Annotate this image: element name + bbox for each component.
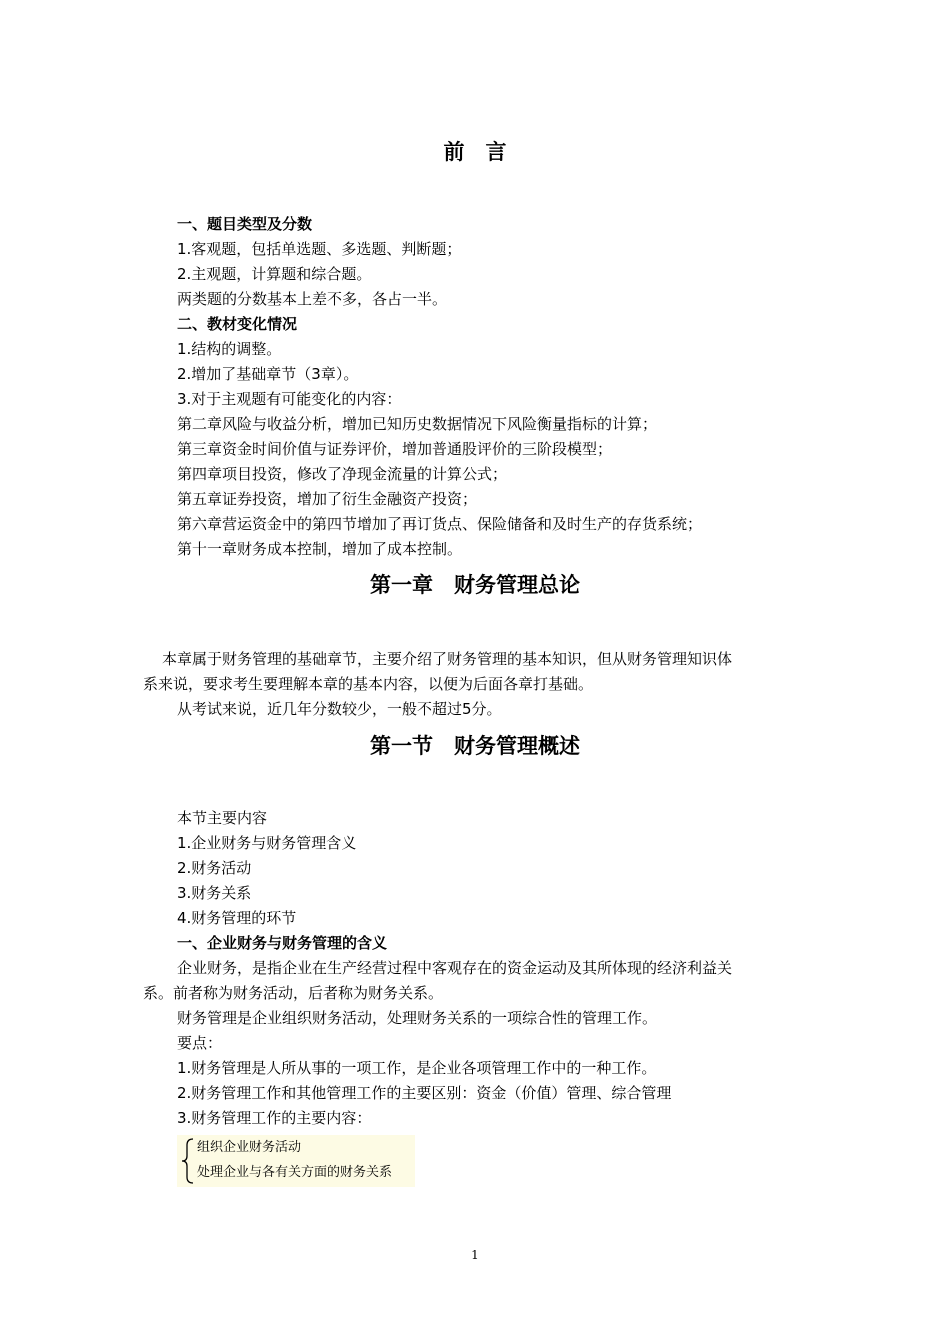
preface-item: 2.主观题，计算题和综合题。 bbox=[177, 265, 372, 283]
chapter-title: 第一章 财务管理总论 bbox=[370, 572, 580, 597]
curly-brace-icon bbox=[177, 1135, 197, 1187]
preface-item: 第六章营运资金中的第四节增加了再订货点、保险储备和及时生产的存货系统； bbox=[177, 515, 703, 533]
section-title: 第一节 财务管理概述 bbox=[370, 733, 580, 758]
definition-text: 财务管理是企业组织财务活动，处理财务关系的一项综合性的管理工作。 bbox=[177, 1009, 658, 1027]
preface-item: 3.对于主观题有可能变化的内容： bbox=[177, 390, 402, 408]
chapter-intro: 本章属于财务管理的基础章节，主要介绍了财务管理的基本知识，但从财务管理知识体 bbox=[162, 650, 733, 668]
preface-item: 第二章风险与收益分析，增加已知历史数据情况下风险衡量指标的计算； bbox=[177, 415, 658, 433]
section-contents-item: 3.财务关系 bbox=[177, 884, 252, 902]
preface-heading-textbook-changes: 二、教材变化情况 bbox=[177, 315, 298, 333]
preface-item: 第十一章财务成本控制，增加了成本控制。 bbox=[177, 540, 463, 558]
preface-title: 前 言 bbox=[443, 139, 507, 164]
chapter-intro: 系来说，要求考生要理解本章的基本内容，以便为后面各章打基础。 bbox=[143, 675, 594, 693]
preface-item: 2.增加了基础章节（3章）。 bbox=[177, 365, 359, 383]
preface-heading-question-types: 一、题目类型及分数 bbox=[177, 215, 313, 233]
section-contents-item: 4.财务管理的环节 bbox=[177, 909, 297, 927]
page-number: 1 bbox=[471, 1248, 479, 1262]
preface-item: 第三章资金时间价值与证券评价，增加普通股评价的三阶段模型； bbox=[177, 440, 613, 458]
preface-item: 两类题的分数基本上差不多，各占一半。 bbox=[177, 290, 448, 308]
preface-item: 第五章证券投资，增加了衍生金融资产投资； bbox=[177, 490, 478, 508]
section-contents-label: 本节主要内容 bbox=[177, 809, 268, 827]
preface-item: 1.客观题，包括单选题、多选题、判断题； bbox=[177, 240, 462, 258]
preface-item: 1.结构的调整。 bbox=[177, 340, 282, 358]
key-point: 1.财务管理是人所从事的一项工作，是企业各项管理工作中的一种工作。 bbox=[177, 1059, 657, 1077]
key-points-label: 要点： bbox=[177, 1034, 223, 1052]
definition-text: 系。前者称为财务活动，后者称为财务关系。 bbox=[143, 984, 444, 1002]
chapter-intro: 从考试来说，近几年分数较少，一般不超过5分。 bbox=[177, 700, 502, 718]
section-contents-item: 2.财务活动 bbox=[177, 859, 252, 877]
key-point: 3.财务管理工作的主要内容： bbox=[177, 1109, 372, 1127]
key-point: 2.财务管理工作和其他管理工作的主要区别：资金（价值）管理、综合管理 bbox=[177, 1084, 672, 1102]
brace-item: 组织企业财务活动 bbox=[197, 1140, 302, 1155]
definition-text: 企业财务，是指企业在生产经营过程中客观存在的资金运动及其所体现的经济利益关 bbox=[177, 959, 733, 977]
subsection-heading: 一、企业财务与财务管理的含义 bbox=[177, 934, 388, 952]
brace-item: 处理企业与各有关方面的财务关系 bbox=[197, 1165, 393, 1180]
section-contents-item: 1.企业财务与财务管理含义 bbox=[177, 834, 357, 852]
preface-item: 第四章项目投资，修改了净现金流量的计算公式； bbox=[177, 465, 508, 483]
brace-diagram bbox=[177, 1135, 415, 1187]
